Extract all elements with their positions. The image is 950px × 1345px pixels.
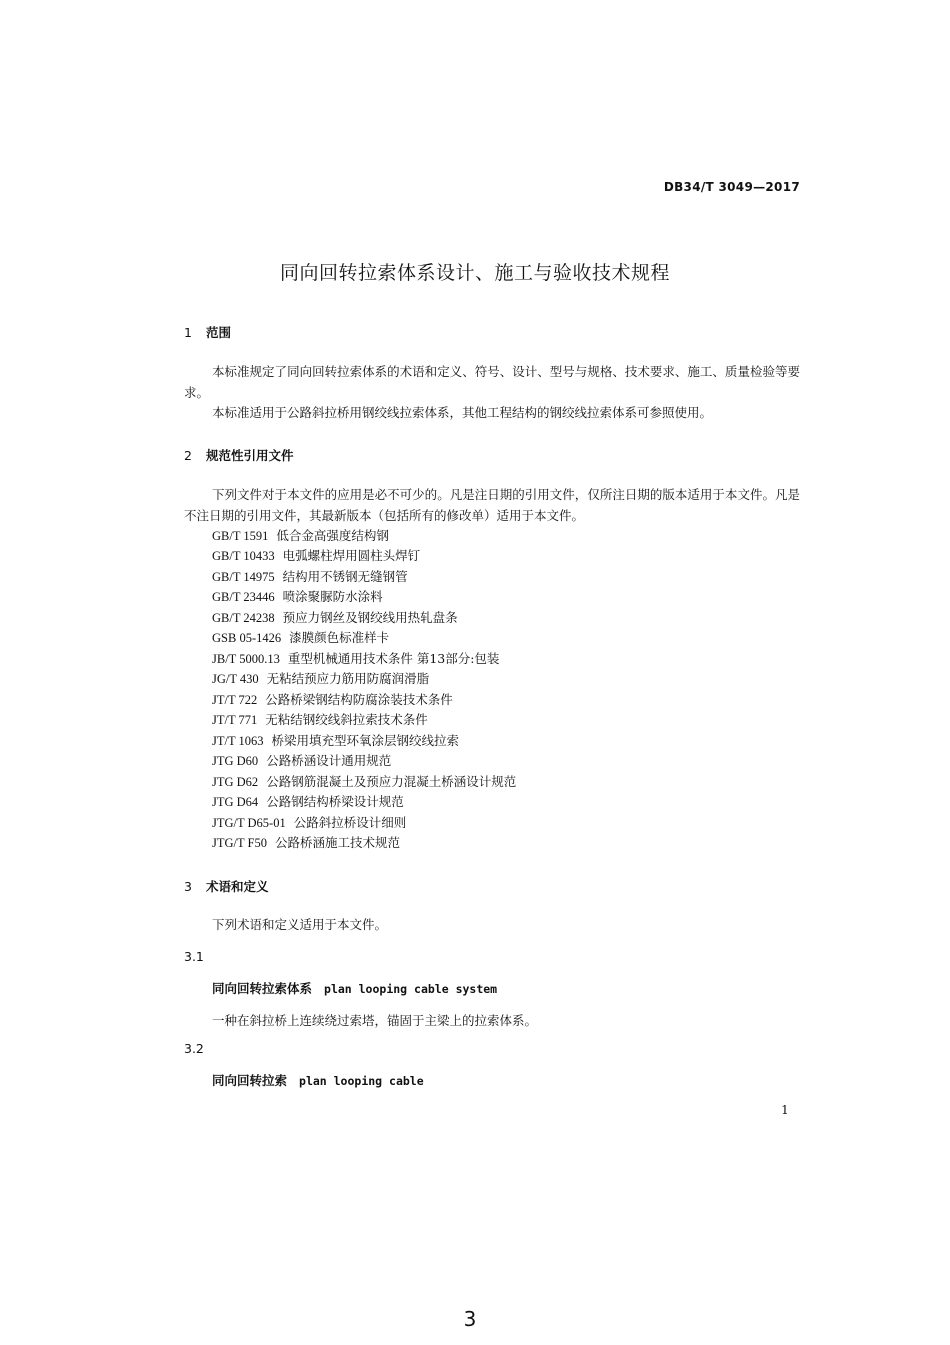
reference-item xyxy=(212,751,391,772)
paragraph: 本标准规定了同向回转拉索体系的术语和定义、符号、设计、型号与规格、技术要求、施工、质量检验等要求。 xyxy=(184,364,800,400)
reference-name: 重型机械通用技术条件 第13部分:包装 xyxy=(287,651,500,666)
reference-name: 结构用不锈钢无缝钢管 xyxy=(282,569,408,584)
reference-item xyxy=(212,772,516,793)
section-title: 范围 xyxy=(206,325,232,340)
term-english: plan looping cable system xyxy=(324,982,498,996)
clause-number: 3.1 xyxy=(184,949,204,964)
reference-item xyxy=(212,813,406,834)
reference-item xyxy=(212,526,389,547)
reference-code: JB/T 5000.13 xyxy=(212,652,280,666)
reference-code: GB/T 1591 xyxy=(212,529,269,543)
reference-item xyxy=(212,587,383,608)
reference-code: GB/T 10433 xyxy=(212,549,275,563)
reference-item xyxy=(212,567,408,588)
reference-name: 预应力钢丝及钢绞线用热轧盘条 xyxy=(282,610,458,625)
reference-name: 喷涂聚脲防水涂料 xyxy=(282,589,383,604)
reference-code: JT/T 722 xyxy=(212,693,258,707)
section-heading-3 xyxy=(184,877,269,895)
term-chinese: 同向回转拉索体系 xyxy=(212,981,313,996)
reference-item xyxy=(212,690,453,711)
paragraph: 本标准适用于公路斜拉桥用钢绞线拉索体系，其他工程结构的钢绞线拉索体系可参照使用。 xyxy=(212,405,713,420)
reference-name: 公路桥梁钢结构防腐涂装技术条件 xyxy=(265,692,453,707)
term-chinese: 同向回转拉索 xyxy=(212,1073,288,1088)
reference-code: GB/T 14975 xyxy=(212,570,275,584)
reference-name: 桥梁用填充型环氧涂层钢绞线拉索 xyxy=(271,733,460,748)
reference-name: 公路钢结构桥梁设计规范 xyxy=(266,794,404,809)
reference-item xyxy=(212,669,429,690)
reference-name: 电弧螺柱焊用圆柱头焊钉 xyxy=(282,548,421,563)
reference-name: 公路桥涵设计通用规范 xyxy=(266,753,392,768)
reference-name: 无粘结预应力筋用防腐润滑脂 xyxy=(266,671,430,686)
reference-name: 无粘结钢绞线斜拉索技术条件 xyxy=(265,712,428,727)
reference-item xyxy=(212,833,400,854)
reference-item xyxy=(212,649,499,670)
paragraph: 下列文件对于本文件的应用是必不可少的。凡是注日期的引用文件，仅所注日期的版本适用于本文件。凡是不注日期的引用文件，其最新版本（包括所有的修改单）适用于本文件。 xyxy=(184,487,800,523)
section-number: 2 xyxy=(184,448,192,463)
page-number: 1 xyxy=(781,1103,789,1117)
reference-code: JTG/T D65-01 xyxy=(212,816,286,830)
section-number: 3 xyxy=(184,879,192,894)
reference-code: JTG D64 xyxy=(212,795,259,809)
reference-name: 公路桥涵施工技术规范 xyxy=(275,835,401,850)
reference-code: JT/T 771 xyxy=(212,713,258,727)
document-code: DB34/T 3049—2017 xyxy=(663,180,800,194)
reference-code: GSB 05-1426 xyxy=(212,631,282,645)
reference-code: JTG D62 xyxy=(212,775,259,789)
section-heading-2 xyxy=(184,446,294,464)
reference-code: JG/T 430 xyxy=(212,672,259,686)
reference-name: 公路斜拉桥设计细则 xyxy=(293,815,407,830)
reference-name: 漆膜颜色标准样卡 xyxy=(289,630,390,645)
section-number: 1 xyxy=(184,325,192,340)
section-title: 规范性引用文件 xyxy=(206,448,294,463)
reference-item xyxy=(212,546,420,567)
reference-name: 公路钢筋混凝土及预应力混凝土桥涵设计规范 xyxy=(266,774,517,789)
reference-code: GB/T 23446 xyxy=(212,590,275,604)
reference-item xyxy=(212,608,458,629)
section-heading-1 xyxy=(184,323,231,341)
reference-code: JT/T 1063 xyxy=(212,734,264,748)
clause-number: 3.2 xyxy=(184,1041,204,1056)
term-definition: 一种在斜拉桥上连续绕过索塔，锚固于主梁上的拉索体系。 xyxy=(212,1013,538,1028)
term-english: plan looping cable xyxy=(299,1074,424,1088)
document-title: 同向回转拉索体系设计、施工与验收技术规程 xyxy=(279,262,670,284)
reference-item xyxy=(212,710,428,731)
sheet-number: 3 xyxy=(463,1307,477,1331)
section-title: 术语和定义 xyxy=(206,879,269,894)
reference-name: 低合金高强度结构钢 xyxy=(276,528,389,543)
term-entry xyxy=(212,1071,424,1089)
reference-code: JTG D60 xyxy=(212,754,259,768)
term-entry xyxy=(212,979,497,997)
reference-item xyxy=(212,628,389,649)
reference-item xyxy=(212,792,404,813)
reference-item xyxy=(212,731,459,752)
reference-code: JTG/T F50 xyxy=(212,836,267,850)
reference-code: GB/T 24238 xyxy=(212,611,275,625)
paragraph: 下列术语和定义适用于本文件。 xyxy=(212,917,388,932)
